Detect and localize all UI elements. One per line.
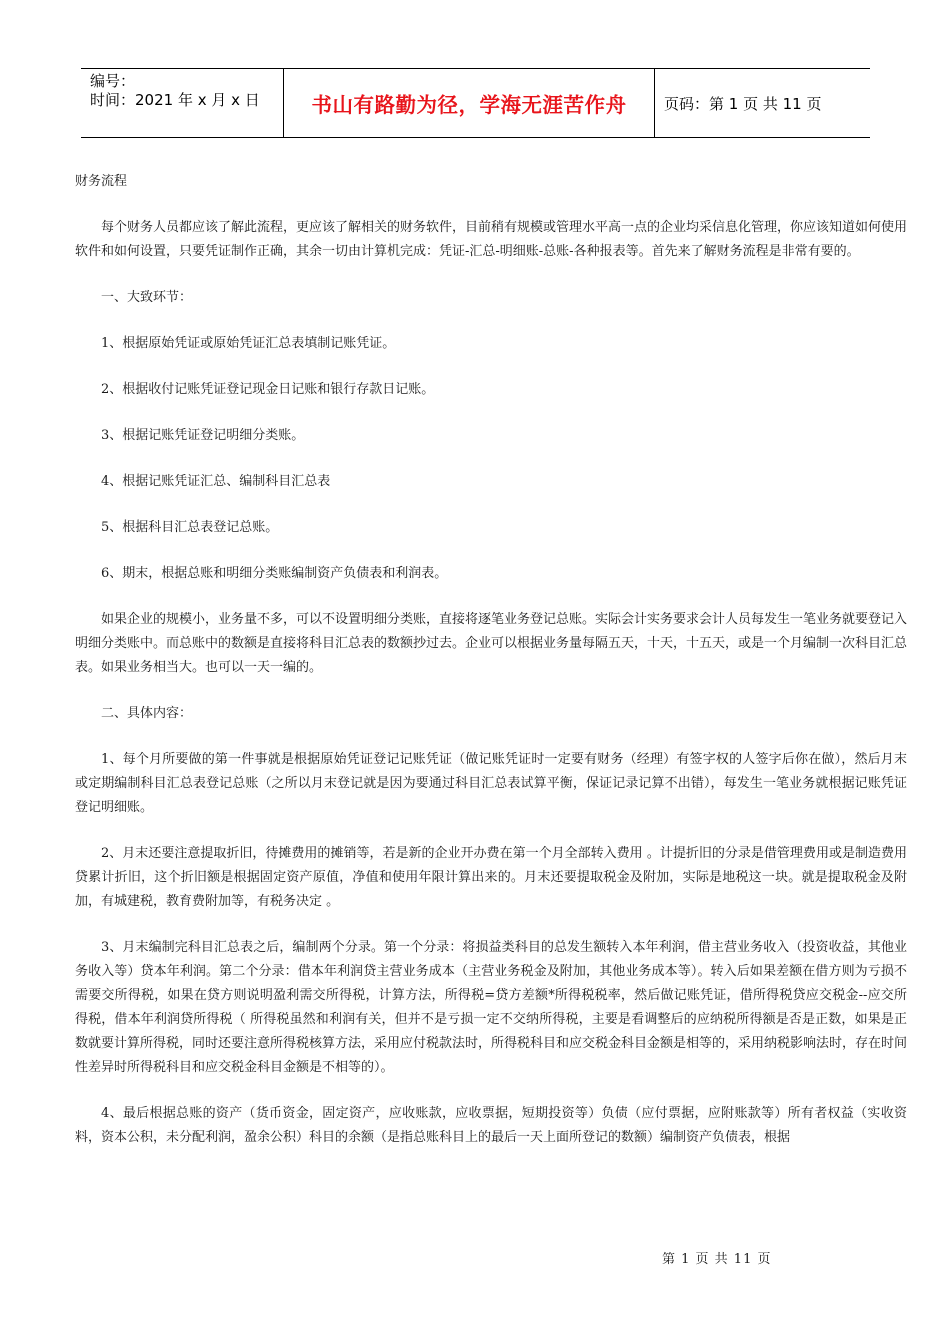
- step-item: 3、根据记账凭证登记明细分类账。: [101, 428, 305, 443]
- time-label: 时间：2021 年 x 月 x 日: [90, 91, 260, 109]
- section2-heading: 二、具体内容：: [101, 706, 193, 721]
- document-title: 财务流程: [75, 174, 128, 189]
- step-item: 2、根据收付记账凭证登记现金日记账和银行存款日记账。: [101, 382, 435, 397]
- motto-cell: [283, 69, 655, 137]
- step-item: 4、根据记账凭证汇总、编制科目汇总表: [101, 474, 331, 489]
- step-item: 6、期末，根据总账和明细分类账编制资产负债表和利润表。: [101, 566, 448, 581]
- header-left-cell: [81, 69, 283, 137]
- footer-page-number: 第 1 页 共 11 页: [662, 1252, 772, 1267]
- document-header-table: [81, 68, 870, 138]
- section1-heading: 一、大致环节：: [101, 290, 193, 305]
- document-body: [75, 170, 907, 1150]
- small-business-paragraph: 如果企业的规模小，业务量不多，可以不设置明细分类账，直接将逐笔业务登记总账。实际会计实务要求会计人员每发生一笔业务就要登记入明细分类账中。而总账中的数额是直接将科目汇总表的数额抄过去。企业可以根据业务量每隔五天，十天，十五天，或是一个月编制一次科目汇总表。如果业务相当大。也可以一天一编的。: [75, 612, 908, 675]
- detail-paragraph: 4、最后根据总账的资产（货币资金，固定资产，应收账款，应收票据，短期投资等）负债（应付票据，应附账款等）所有者权益（实收资料，资本公积，未分配利润，盈余公积）科目的余额（是指总账科目上的最后一天上面所登记的数额）编制资产负债表，根据: [75, 1106, 907, 1145]
- step-item: 5、根据科目汇总表登记总账。: [101, 520, 279, 535]
- number-label: 编号：: [90, 72, 136, 90]
- page-footer: [662, 1248, 771, 1267]
- detail-paragraph: 2、月末还要注意提取折旧，待摊费用的摊销等，若是新的企业开办费在第一个月全部转入费用 。计提折旧的分录是借管理费用或是制造费用贷累计折旧，这个折旧额是根据固定资产原值，净值和使用年限计算出来的。月末还要提取税金及附加，实际是地税这一块。就是提取税金及附加，有城建税，教育费附加等，有税务决定 。: [75, 846, 907, 909]
- detail-paragraph: 1、每个月所要做的第一件事就是根据原始凭证登记记账凭证（做记账凭证时一定要有财务（经理）有签字权的人签字后你在做），然后月末或定期编制科目汇总表登记总账（之所以月末登记就是因为要通过科目汇总表试算平衡，保证记录记算不出错），每发生一笔业务就根据记账凭证登记明细账。: [75, 752, 907, 815]
- motto-text: 书山有路勤为径，学海无涯苦作舟: [311, 93, 627, 117]
- intro-paragraph: 每个财务人员都应该了解此流程，更应该了解相关的财务软件，目前稍有规模或管理水平高一点的企业均采信息化管理，你应该知道如何使用软件和如何设置，只要凭证制作正确，其余一切由计算机完成：凭证-汇总-明细账-总账-各种报表等。首先来了解财务流程是非常有要的。: [75, 220, 908, 259]
- page-info-text: 页码：第 1 页 共 11 页: [664, 94, 822, 113]
- page-info-cell: [655, 69, 870, 137]
- detail-paragraph: 3、月末编制完科目汇总表之后，编制两个分录。第一个分录：将损益类科目的总发生额转入本年利润，借主营业务收入（投资收益，其他业务收入等）贷本年利润。第二个分录：借本年利润贷主营业务成本（主营业务税金及附加，其他业务成本等）。转入后如果差额在借方则为亏损不需要交所得税，如果在贷方则说明盈利需交所得税，计算方法，所得税=贷方差额*所得税税率，然后做记账凭证，借所得税贷应交税金--应交所得税，借本年利润贷所得税（ 所得税虽然和利润有关，但并不是亏损一定不交纳所得税，主要是看调整后的应纳税所得额是否是正数，如果是正数就要计算所得税，同时还要注意所得税核算方法，采用应付税款法时，所得税科目和应交税金科目金额是相等的，采用纳税影响法时，存在时间性差异时所得税科目和应交税金科目金额是不相等的）。: [75, 940, 908, 1075]
- step-item: 1、根据原始凭证或原始凭证汇总表填制记账凭证。: [101, 336, 396, 351]
